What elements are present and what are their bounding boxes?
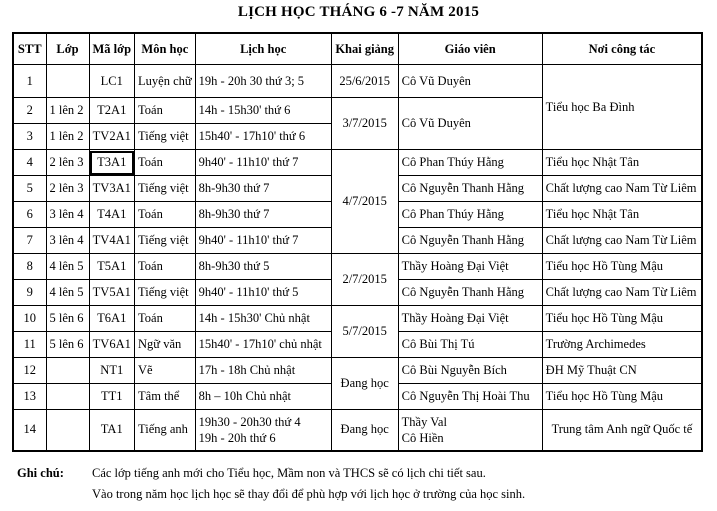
table-row [13, 358, 702, 384]
cell-mon-hoc[interactable]: Tiếng việt [135, 228, 196, 254]
cell-lop[interactable]: 1 lên 2 [46, 98, 89, 124]
cell-lop[interactable] [46, 384, 89, 410]
cell-stt[interactable]: 2 [13, 98, 46, 124]
cell-lich-hoc[interactable]: 19h - 20h 30 thứ 3; 5 [195, 65, 331, 98]
cell-lich-hoc[interactable]: 8h-9h30 thứ 7 [195, 176, 331, 202]
cell-noi-cong-tac[interactable]: Chất lượng cao Nam Từ Liêm [542, 176, 702, 202]
cell-giao-vien[interactable]: Cô Vũ Duyên [398, 98, 542, 150]
cell-giao-vien[interactable]: Cô Bùi Thị Tú [398, 332, 542, 358]
cell-giao-vien[interactable]: Cô Bùi Nguyễn Bích [398, 358, 542, 384]
cell-mon-hoc[interactable]: Toán [135, 254, 196, 280]
cell-mon-hoc[interactable]: Toán [135, 306, 196, 332]
cell-ma-lop[interactable]: T4A1 [89, 202, 135, 228]
cell-ma-lop[interactable]: TV2A1 [89, 124, 135, 150]
cell-lop[interactable]: 4 lên 5 [46, 254, 89, 280]
cell-lop[interactable] [46, 65, 89, 98]
cell-giao-vien[interactable]: Thầy Hoàng Đại Việt [398, 306, 542, 332]
cell-lich-hoc[interactable]: 9h40' - 11h10' thứ 7 [195, 228, 331, 254]
cell-lich-hoc[interactable]: 17h - 18h Chủ nhật [195, 358, 331, 384]
cell-lop[interactable] [46, 410, 89, 451]
cell-khai-giang[interactable]: 5/7/2015 [331, 306, 398, 358]
cell-lop[interactable]: 1 lên 2 [46, 124, 89, 150]
cell-stt[interactable]: 3 [13, 124, 46, 150]
cell-giao-vien[interactable]: Cô Nguyễn Thanh Hằng [398, 228, 542, 254]
cell-ma-lop[interactable]: TV4A1 [89, 228, 135, 254]
header-giao-vien: Giáo viên [398, 33, 542, 65]
cell-khai-giang[interactable]: 3/7/2015 [331, 98, 398, 150]
cell-noi-cong-tac[interactable]: Trường Archimedes [542, 332, 702, 358]
cell-ma-lop[interactable]: NT1 [89, 358, 135, 384]
cell-lop[interactable]: 2 lên 3 [46, 150, 89, 176]
cell-stt[interactable]: 12 [13, 358, 46, 384]
cell-mon-hoc[interactable]: Luyện chữ [135, 65, 196, 98]
cell-lich-hoc[interactable]: 9h40' - 11h10' thứ 7 [195, 150, 331, 176]
table-row [13, 150, 702, 176]
cell-khai-giang[interactable]: 4/7/2015 [331, 150, 398, 254]
cell-stt[interactable]: 8 [13, 254, 46, 280]
cell-ma-lop[interactable]: T2A1 [89, 98, 135, 124]
cell-khai-giang[interactable]: Đang học [331, 410, 398, 451]
schedule-table [12, 32, 703, 452]
cell-mon-hoc[interactable]: Ngữ văn [135, 332, 196, 358]
cell-lich-hoc[interactable] [195, 410, 331, 451]
cell-ma-lop[interactable]: TA1 [89, 410, 135, 451]
cell-mon-hoc[interactable]: Toán [135, 150, 196, 176]
cell-ma-lop[interactable]: LC1 [89, 65, 135, 98]
header-lich-hoc: Lịch học [195, 33, 331, 65]
cell-lich-hoc[interactable]: 8h – 10h Chủ nhật [195, 384, 331, 410]
cell-lich-hoc[interactable]: 15h40' - 17h10' chủ nhật [195, 332, 331, 358]
cell-lop[interactable] [46, 358, 89, 384]
lich-hoc-line-1: 19h30 - 20h30 thứ 4 [198, 414, 301, 429]
table-row [13, 65, 702, 98]
cell-ma-lop[interactable]: TV6A1 [89, 332, 135, 358]
cell-lop[interactable]: 5 lên 6 [46, 306, 89, 332]
cell-mon-hoc[interactable]: Tiếng việt [135, 176, 196, 202]
cell-noi-cong-tac[interactable]: Chất lượng cao Nam Từ Liêm [542, 280, 702, 306]
table-row [13, 306, 702, 332]
cell-khai-giang[interactable]: Đang học [331, 358, 398, 410]
cell-stt[interactable]: 13 [13, 384, 46, 410]
header-khai-giang: Khai giảng [331, 33, 398, 65]
cell-ma-lop[interactable]: T6A1 [89, 306, 135, 332]
lich-hoc-line-2: 19h - 20h thứ 6 [198, 430, 276, 445]
cell-noi-cong-tac[interactable]: Chất lượng cao Nam Từ Liêm [542, 228, 702, 254]
cell-giao-vien[interactable]: Cô Phan Thúy Hằng [398, 202, 542, 228]
cell-giao-vien[interactable] [398, 410, 542, 451]
cell-stt[interactable]: 5 [13, 176, 46, 202]
cell-mon-hoc[interactable]: Tiếng anh [135, 410, 196, 451]
notes-line-2: Vào trong năm học lịch học sẽ thay đổi để phù hợp với lịch học ở trường của học sinh. [92, 487, 526, 501]
header-row [13, 33, 702, 65]
cell-lop[interactable]: 2 lên 3 [46, 176, 89, 202]
cell-noi-cong-tac[interactable]: Tiểu học Nhật Tân [542, 150, 702, 176]
cell-khai-giang[interactable]: 2/7/2015 [331, 254, 398, 306]
cell-lop[interactable]: 3 lên 4 [46, 228, 89, 254]
giao-vien-line-1: Thầy Val [401, 414, 447, 429]
cell-noi-cong-tac[interactable]: ĐH Mỹ Thuật CN [542, 358, 702, 384]
cell-stt[interactable]: 1 [13, 65, 46, 98]
header-stt: STT [13, 33, 46, 65]
cell-noi-cong-tac[interactable]: Tiểu học Hồ Tùng Mậu [542, 384, 702, 410]
cell-mon-hoc[interactable]: Tiếng việt [135, 124, 196, 150]
notes-label: Ghi chú: [17, 466, 64, 480]
table-row [13, 254, 702, 280]
cell-stt[interactable]: 11 [13, 332, 46, 358]
cell-lop[interactable]: 4 lên 5 [46, 280, 89, 306]
cell-giao-vien[interactable]: Cô Phan Thúy Hằng [398, 150, 542, 176]
cell-giao-vien[interactable]: Cô Nguyễn Thanh Hằng [398, 280, 542, 306]
cell-noi-cong-tac[interactable]: Trung tâm Anh ngữ Quốc tế [542, 410, 702, 451]
cell-noi-cong-tac[interactable]: Tiểu học Ba Đình [542, 65, 702, 150]
cell-lich-hoc[interactable]: 8h-9h30 thứ 5 [195, 254, 331, 280]
cell-noi-cong-tac[interactable]: Tiểu học Nhật Tân [542, 202, 702, 228]
header-mon-hoc: Môn học [135, 33, 196, 65]
cell-giao-vien[interactable]: Cô Vũ Duyên [398, 65, 542, 98]
cell-mon-hoc[interactable]: Tiếng việt [135, 280, 196, 306]
page-title: LỊCH HỌC THÁNG 6 -7 NĂM 2015 [237, 4, 480, 20]
cell-mon-hoc[interactable]: Toán [135, 202, 196, 228]
cell-ma-lop[interactable]: T5A1 [89, 254, 135, 280]
cell-lop[interactable]: 5 lên 6 [46, 332, 89, 358]
cell-lich-hoc[interactable]: 14h - 15h30' Chủ nhật [195, 306, 331, 332]
table-row [13, 410, 702, 451]
cell-ma-lop[interactable]: TV5A1 [89, 280, 135, 306]
header-ma-lop: Mã lớp [89, 33, 135, 65]
cell-stt[interactable]: 10 [13, 306, 46, 332]
cell-mon-hoc[interactable]: Vẽ [135, 358, 196, 384]
cell-stt[interactable]: 7 [13, 228, 46, 254]
cell-giao-vien[interactable]: Cô Nguyễn Thanh Hằng [398, 176, 542, 202]
header-noi-cong-tac: Nơi công tác [542, 33, 702, 65]
cell-ma-lop[interactable]: TT1 [89, 384, 135, 410]
header-lop: Lớp [46, 33, 89, 65]
cell-stt[interactable]: 14 [13, 410, 46, 451]
cell-stt[interactable]: 6 [13, 202, 46, 228]
cell-lich-hoc[interactable]: 9h40' - 11h10' thứ 5 [195, 280, 331, 306]
cell-mon-hoc[interactable]: Toán [135, 98, 196, 124]
cell-noi-cong-tac[interactable]: Tiểu học Hồ Tùng Mậu [542, 254, 702, 280]
cell-lich-hoc[interactable]: 15h40' - 17h10' thứ 6 [195, 124, 331, 150]
cell-ma-lop[interactable]: TV3A1 [89, 176, 135, 202]
cell-giao-vien[interactable]: Cô Nguyễn Thị Hoài Thu [398, 384, 542, 410]
cell-mon-hoc[interactable]: Tâm thể [135, 384, 196, 410]
cell-stt[interactable]: 9 [13, 280, 46, 306]
cell-lich-hoc[interactable]: 14h - 15h30' thứ 6 [195, 98, 331, 124]
cell-lop[interactable]: 3 lên 4 [46, 202, 89, 228]
cell-stt[interactable]: 4 [13, 150, 46, 176]
cell-noi-cong-tac[interactable]: Tiểu học Hồ Tùng Mậu [542, 306, 702, 332]
cell-ma-lop-selected[interactable]: T3A1 [89, 150, 135, 176]
notes-line-1: Các lớp tiếng anh mới cho Tiểu học, Mầm non và THCS sẽ có lịch chi tiết sau. [92, 466, 486, 480]
cell-lich-hoc[interactable]: 8h-9h30 thứ 7 [195, 202, 331, 228]
giao-vien-line-2: Cô Hiền [401, 430, 444, 445]
cell-giao-vien[interactable]: Thầy Hoàng Đại Việt [398, 254, 542, 280]
cell-khai-giang[interactable]: 25/6/2015 [331, 65, 398, 98]
